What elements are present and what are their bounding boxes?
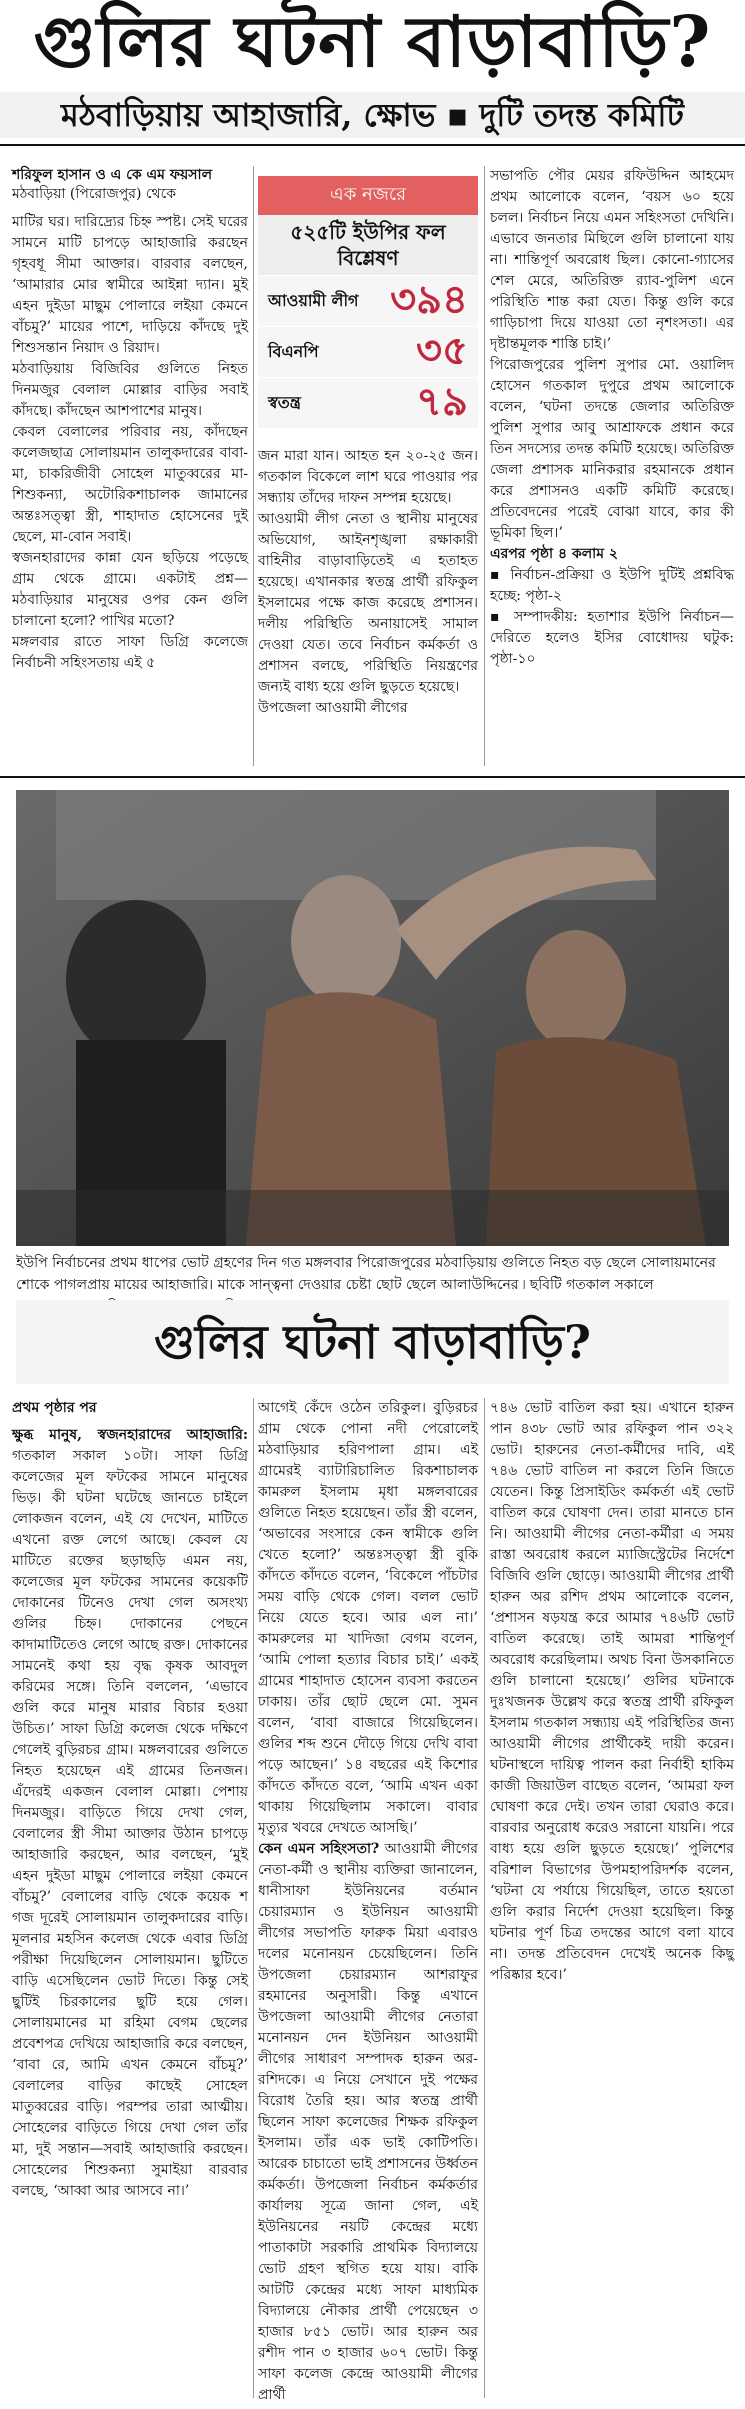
column-divider: [253, 166, 254, 766]
column-1: [12, 166, 248, 674]
column-2-text: [258, 446, 478, 719]
byline-authors: শরিফুল হাসান ও এ কে এম ফয়সাল: [12, 167, 213, 183]
related-link: ▪ নির্বাচন-প্রক্রিয়া ও ইউপি দুটিই প্রশ্নবিদ্ধ হচ্ছে: পৃষ্ঠা-২: [490, 567, 734, 604]
byline-location: মঠবাড়িয়া (পিরোজপুর) থেকে: [12, 186, 177, 202]
column-1-text: [12, 212, 248, 674]
related-link: ▪ সম্পাদকীয়: হতাশার ইউপি নির্বাচন—দেরিতে হলেও ইসির বোধোদয় ঘটুক: পৃষ্ঠা-১০: [490, 609, 734, 667]
paragraph: স্বজনহারাদের কান্না যেন ছড়িয়ে পড়েছে গ্রাম থেকে গ্রামে। একটাই প্রশ্ন—মঠবাড়িয়ার মানুষের ওপর কেন গুলি চালানো হলো? পাখির মতো?: [12, 550, 248, 629]
party-name: আওয়ামী লীগ: [268, 290, 359, 310]
paragraph: ৭৪৬ ভোট বাতিল করা হয়। এখানে হারুন পান ৪৩৮ ভোট আর রফিকুল পান ৩২২ ভোট। হারুনের নেতা-কর্মীদের দাবি, এই ৭৪৬ ভোট বাতিল না করলে তিনি জিতে যেতেন। কিন্তু প্রিসাইডিং কর্মকর্তা এই ভোট বাতিল করে ঘোষণা দেন। তারা মানতে চান নি। আওয়ামী লীগের নেতা-কর্মীরা এ সময় রাস্তা অবরোধ করলে ম্যাজিস্ট্রেটের নির্দেশে বিজিবি গুলি ছোড়ে। আওয়ামী লীগের প্রার্থী হারুন অর রশিদ প্রথম আলোকে বলেন, ‘প্রশাসন ষড়যন্ত্র করে আমার ৭৪৬টি ভোট বাতিল করেছে। তাই আমরা শান্তিপূর্ণ অবরোধ করেছিলাম। অথচ বিনা উসকানিতে গুলি চালানো হয়েছে।’ গুলির ঘটনাকে দুঃখজনক উল্লেখ করে স্বতন্ত্র প্রার্থী রফিকুল ইসলাম গতকাল সন্ধ্যায় এই পরিস্থিতির জন্য আওয়ামী লীগের প্রার্থীকেই দায়ী করেন। ঘটনাস্থলে দায়িত্ব পালন করা নির্বাহী হাকিম কাজী জিয়াউল বাছেত বলেন, ‘আমরা ফল ঘোষণা করে দেই। তখন তারা ঘেরাও করে। বারবার অনুরোধ করেও সরানো যায়নি। পরে বাধ্য হয়ে গুলি ছুড়তে হয়েছে।’ পুলিশের বরিশাল বিভাগের উপমহাপরিদর্শক বলেন, ‘ঘটনা যে পর্যায়ে গিয়েছিল, তাতে হয়তো গুলি করার নির্দেশ দেওয়া হয়েছিল। কিন্তু ঘটনার পূর্ণ চিত্র তদন্তের আগে বলা যাবে না। তদন্ত প্রতিবেদন দেখেই অনেক কিছু পরিষ্কার হবে।’: [490, 1400, 734, 1983]
paragraph: পিরোজপুরের পুলিশ সুপার মো. ওয়ালিদ হোসেন গতকাল দুপুরে প্রথম আলোকে বলেন, ‘ঘটনা তদন্তে জেলার অতিরিক্ত পুলিশ সুপার আবু আশ্রাফকে প্রধান করে তিন সদস্যের তদন্ত কমিটি হয়েছে। অতিরিক্ত জেলা প্রশাসক মানিকরার রহমানকে প্রধান করে প্রশাসনও একটি কমিটি করেছে। প্রতিবেদনের পরেই বোঝা যাবে, কার কী ভূমিকা ছিল।’: [490, 357, 734, 541]
seat-count: ৩৯৪: [390, 276, 468, 323]
subheadline: মঠবাড়িয়ায় আহাজারি, ক্ষোভ ▪ দুটি তদন্ত কমিটি: [0, 92, 745, 138]
paragraph: সভাপতি পৌর মেয়র রফিউদ্দিন আহমেদ প্রথম আলোকে বলেন, ‘বয়স ৬০ হয়ে চলল। নির্বাচন নিয়ে এমন সহিংসতা দেখিনি। এভাবে জনতার মিছিলে গুলি চালানো যায় না। শান্তিপূর্ণ অবরোধ ছিল। কোনাে-গ্যাসের শেল মেরে, অতিরিক্ত র‍্যাব-পুলিশ এনে পরিস্থিতি শান্ত করা যেত। কিন্তু গুলি করে গাড়িচাপা দিয়ে যাওয়া তো নৃশংসতা। এর দৃষ্টান্তমূলক শাস্তি চাই।’: [490, 168, 734, 352]
paragraph: মঠবাড়িয়ায় বিজিবির গুলিতে নিহত দিনমজুর বেলাল মোল্লার বাড়ির সবাই কাঁদছে। কাঁদছেন আশপাশের মানুষ।: [12, 361, 248, 419]
seat-count: ৩৫: [416, 327, 468, 374]
party-name: বিএনপি: [268, 341, 319, 361]
paragraph: কেবল বেলালের পরিবার নয়, কাঁদছেন কলেজছাত্র সোলায়মান তালুকদারের বাবা-মা, চাকরিজীবী সোহেল মাতুব্বরের মা-শিশুকন্যা, অটোরিকশাচালক জামানের অন্তঃসত্ত্বা স্ত্রী, শাহাদাত হোসেনের দুই ছেলে, মা-বোন সবাই।: [12, 424, 248, 545]
column-3-text: [490, 166, 734, 670]
paragraph: গতকাল সকাল ১০টা। সাফা ডিগ্রি কলেজের মূল ফটকের সামনে মানুষের ভিড়। কী ঘটনা ঘটেছে জানতে চাইলে লোকজন বলেন, এই যে দেখেন, মাটিতে এখনো রক্ত লেগে আছে। কেবল যে মাটিতে রক্তের ছড়াছড়ি এমন নয়, কলেজের মূল ফটকের সামনের কয়েকটি দোকানের টিনেও দেখা গেল অসংখ্য গুলির চিহ্ন। দোকানের পেছনে কাদামাটিতেও লেগে আছে রক্ত। দোকানের সামনেই কথা হয় বৃদ্ধ কৃষক আবদুল করিমের সঙ্গে। তিনি বললেন, ‘এভাবে গুলি করে মানুষ মারার বিচার হওয়া উচিত।’ সাফা ডিগ্রি কলেজ থেকে দক্ষিণে গেলেই বুড়িরচর গ্রাম। মঙ্গলবারের গুলিতে নিহত হয়েছেন এই গ্রামের তিনজন। এঁদেরই একজন বেলাল মোল্লা। পেশায় দিনমজুর। বাড়িতে গিয়ে দেখা গেল, বেলালের স্ত্রী সীমা আক্তার উঠান চাপড়ে আহাজারি করছেন, আর বলছেন, ‘মুই এহন দুইডা মাছুম পোলারে লইয়া কেমনে বাঁচমু?’ বেলালের বাড়ি থেকে কয়েক শ গজ দূরেই সোলায়মান তালুকদারের বাড়ি। মূলনার মহসিন কলেজ থেকে এবার ডিগ্রি পরীক্ষা দিয়েছিলেন সোলায়মান। ছুটিতে বাড়ি এসেছিলেন ভোট দিতে। কিন্তু সেই ছুটিই চিরকালের ছুটি হয়ে গেল। সোলায়মানের মা রহিমা বেগম ছেলের প্রবেশপত্র দেখিয়ে আহাজারি করে বলছেন, ‘বাবা রে, আমি এখন কেমনে বাঁচমু?’ বেলালের বাড়ির কাছেই সোহেল মাতুব্বরের বাড়ি। পরম্পর তারা আত্মীয়। সোহেলের বাড়িতে গিয়ে দেখা গেল তাঁর মা, দুই সন্তান—সবাই আহাজারি করছেন। সোহেলের শিশুকন্যা সুমাইয়া বারবার বলছে, ‘আব্বা আর আসবে না।’: [12, 1448, 248, 2199]
box-title: এক নজরে: [258, 176, 478, 215]
at-a-glance-box: [258, 176, 478, 428]
jump-line: এরপর পৃষ্ঠা ৪ কলাম ২: [490, 546, 618, 562]
news-photo: [16, 790, 729, 1246]
continuation-headline: গুলির ঘটনা বাড়াবাড়ি?: [16, 1300, 729, 1384]
paragraph: মঙ্গলবার রাতে সাফা ডিগ্রি কলেজে নির্বাচনী সহিংসতায় এই ৫: [12, 634, 248, 671]
paragraph: আওয়ামী লীগ নেতা ও স্থানীয় মানুষের অভিযোগ, আইনশৃঙ্খলা রক্ষাকারী বাহিনীর বাড়াবাড়িতেই এ হতাহত হয়েছে। এখানকার স্বতন্ত্র প্রার্থী রফিকুল ইসলামের পক্ষে কাজ করেছে প্রশাসন। দলীয় পরিস্থিতি অনায়াসেই সামাল দেওয়া যেত। তবে নির্বাচন কর্মকর্তা ও প্রশাসন বলছে, পরিস্থিতি নিয়ন্ত্রণের জন্যই বাধ্য হয়ে গুলি ছুড়তে হয়েছে।: [258, 511, 478, 695]
column-divider: [253, 1398, 254, 2398]
paragraph: উপজেলা আওয়ামী লীগের: [258, 700, 408, 716]
seat-count: ৭৯: [416, 378, 468, 425]
continuation-column-1: [12, 1398, 248, 2202]
column-divider: [484, 166, 485, 766]
continuation-column-2: [258, 1398, 478, 2406]
inline-subhead: কেন এমন সহিংসতা?: [258, 1841, 380, 1857]
box-row-independent: [258, 377, 478, 428]
main-headline: গুলির ঘটনা বাড়াবাড়ি?: [33, 0, 712, 83]
paragraph: আগেই কেঁদে ওঠেন তরিকুল। বুড়িরচর গ্রাম থেকে পোনা নদী পেরোলেই মঠবাড়িয়ার হরিণপালা গ্রাম। এই গ্রামেরই ব্যাটারিচালিত রিকশাচালক কামরুল ইসলাম মৃধা মঙ্গলবারের গুলিতে নিহত হয়েছেন। তাঁর স্ত্রী বলেন, ‘অভাবের সংসারে কেন স্বামীকে গুলি খেতে হলো?’ অন্তঃসত্ত্বা স্ত্রী বুকি কাঁদতে কাঁদতে বলেন, ‘বিকেলে পাঁচটার সময় বাড়ি থেকে গেল। বলল ভোট নিয়ে যেতে হবে। আর এল না।’ কামরুলের মা খাদিজা বেগম বলেন, ‘আমি পোলা হত্যার বিচার চাই।’ একই গ্রামের শাহাদাত হোসেন ব্যবসা করতেন ঢাকায়। তাঁর ছোট ছেলে মো. সুমন বলেন, ‘বাবা বাজারে গিয়েছিলেন। গুলির শব্দ শুনে দৌড়ে গিয়ে দেখি বাবা পড়ে আছেন।’ ১৪ বছরের এই কিশোর কাঁদতে কাঁদতে বলে, ‘আমি এখন একা থাকায় গিয়েছিলাম সকালে। বাবার মৃত্যুর খবরে দেখতে আসছি।’: [258, 1400, 478, 1836]
column-divider: [484, 1398, 485, 2398]
box-subtitle: ৫২৫টি ইউপির ফল বিশ্লেষণ: [258, 215, 478, 275]
inline-subhead: ক্ষুব্ধ মানুষ, স্বজনহারাদের আহাজারি:: [12, 1427, 248, 1443]
continuation-column-3: [490, 1398, 734, 1986]
paragraph: জন মারা যান। আহত হন ২০-২৫ জন। গতকাল বিকেলে লাশ ঘরে পাওয়ার পর সন্ধ্যায় তাঁদের দাফন সম্পন্ন হয়েছে।: [258, 448, 478, 506]
continued-from-label: প্রথম পৃষ্ঠার পর: [12, 1400, 97, 1416]
photo-caption: ইউপি নির্বাচনের প্রথম ধাপের ভোট গ্রহণের দিন গত মঙ্গলবার পিরোজপুরের মঠবাড়িয়ায় গুলিতে নিহত বড় ছেলে সোলায়মানের শোকে পাগলপ্রায় মায়ের আহাজারি। মাকে সান্ত্বনা দেওয়ার চেষ্টা ছোট ছেলে আলাউদ্দিনের ৷ ছবিটি গতকাল সকালে: [16, 1255, 716, 1293]
party-name: স্বতন্ত্র: [268, 392, 301, 412]
section-rule: [0, 776, 745, 778]
header-rule: [0, 144, 745, 146]
paragraph: আওয়ামী লীগের নেতা-কর্মী ও স্থানীয় ব্যক্তিরা জানালেন, ধানীসাফা ইউনিয়নের বর্তমান চেয়ারম্যান ও ইউনিয়ন আওয়ামী লীগের সভাপতি ফারুক মিয়া এবারও দলের মনোনয়ন চেয়েছিলেন। তিনি উপজেলা চেয়ারম্যান আশরাফুর রহমানের অনুসারী। কিন্তু এখানে উপজেলা আওয়ামী লীগের নেতারা মনোনয়ন দেন ইউনিয়ন আওয়ামী লীগের সাধারণ সম্পাদক হারুন অর-রশিদকে। এ নিয়ে সেখানে দুই পক্ষের বিরোধ তৈরি হয়। আর স্বতন্ত্র প্রার্থী ছিলেন সাফা কলেজের শিক্ষক রফিকুল ইসলাম। তাঁর এক ভাই কোটিপতি। আরেক চাচাতো ভাই প্রশাসনের উর্ধ্বতন কর্মকর্তা। উপজেলা নির্বাচন কর্মকর্তার কার্যালয় সূত্রে জানা গেল, এই ইউনিয়নের নয়টি কেন্দ্রের মধ্যে পাতাকাটা সরকারি প্রাথমিক বিদ্যালয়ে ভোট গ্রহণ স্থগিত হয়ে যায়। বাকি আটটি কেন্দ্রের মধ্যে সাফা মাধ্যমিক বিদ্যালয়ে নৌকার প্রার্থী পেয়েছেন ৩ হাজার ৮৫১ ভোট। আর হারুন অর রশীদ পান ৩ হাজার ৬০৭ ভোট। কিন্তু সাফা কলেজ কেন্দ্রে আওয়ামী লীগের প্রার্থী: [258, 1841, 479, 2403]
paragraph: মাটির ঘর। দারিদ্র্যের চিহ্ন স্পষ্ট। সেই ঘরের সামনে মাটি চাপড়ে আহাজারি করছেন গৃহবধূ সীমা আক্তার। বারবার বলছেন, ‘আমারার মোর স্বামীরে আইন্না দ্যান। মুই এহন দুইডা মাছুম পোলারে লইয়া কেমনে বাঁচমু?’ মায়ের পাশে, দাড়িয়ে কাঁদছে দুই শিশুসন্তান নিয়াদ ও রিয়াদ।: [12, 214, 248, 356]
grieving-mother-photo: [16, 790, 729, 1246]
